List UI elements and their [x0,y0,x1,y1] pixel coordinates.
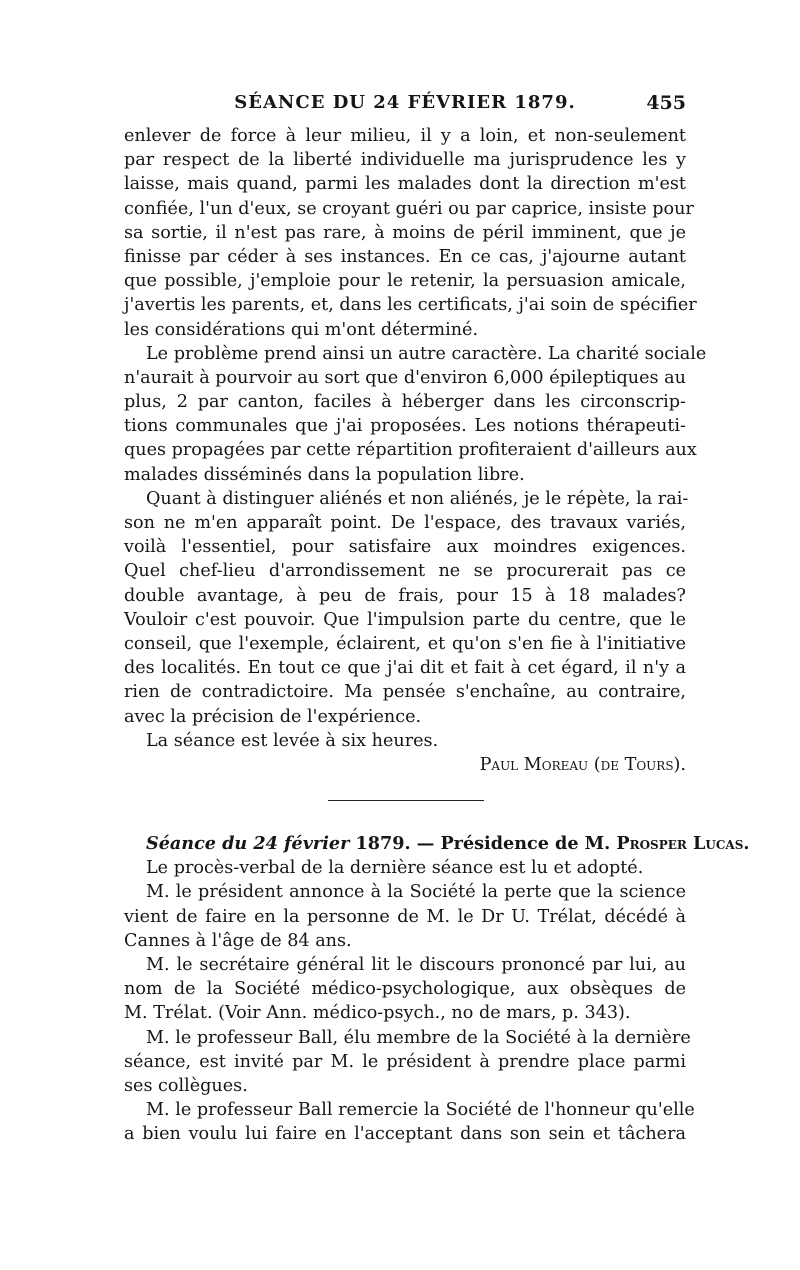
text-line: Vouloir c'est pouvoir. Que l'impulsion parte du centre, que le [124,609,686,630]
text-line: tions communales que j'ai proposées. Les notions thérapeuti- [124,416,686,437]
text-line: M. le professeur Ball remercie la Société de l'honneur qu'elle [146,1100,695,1121]
text-line: ques propagées par cette répartition profiteraient d'ailleurs aux [124,440,697,461]
text-line: laisse, mais quand, parmi les malades dont la direction m'est [124,174,686,195]
text-line: son ne m'en apparaît point. De l'espace, des travaux variés, [124,513,686,533]
text-line: j'avertis les parents, et, dans les certificats, j'ai soin de spécifier [124,295,697,316]
paragraph-ball-elu [124,1026,691,1099]
heading-date: Séance du 24 février [146,833,350,854]
running-head [124,92,686,122]
text-line: Quant à distinguer aliénés et non aliénés, je le répète, la rai- [146,488,689,509]
paragraph-probleme [124,342,707,487]
heading-presidence: Présidence de M. [440,833,617,854]
text-line: séance, est invité par M. le président à prendre place parmi [124,1051,686,1072]
text-line: M. le professeur Ball, élu membre de la Société à la dernière [146,1027,691,1048]
text-line: des localités. En tout ce que j'ai dit et fait à cet égard, il n'y a [124,658,686,679]
text-line: n'aurait à pourvoir au sort que d'environ 6,000 épileptiques au [124,367,686,388]
text-line: voilà l'essentiel, pour satisfaire aux moindres exigences. [124,537,686,558]
text-line: a bien voulu lui faire en l'acceptant dans son sein et tâchera [124,1124,686,1145]
heading-dash: . — [404,833,441,854]
text-line: ses collègues. [124,1075,248,1096]
text-line: avec la précision de l'expérience. [124,706,422,727]
text-line: Quel chef-lieu d'arrondissement ne se procurerait pas ce [124,561,686,582]
closing-line: La séance est levée à six heures. [146,730,439,751]
text-line: par respect de la liberté individuelle ma jurisprudence les y [124,150,686,171]
text-column-bottom [124,832,750,1146]
text-line: malades disséminés dans la population libre. [124,464,525,485]
signature: Paul Moreau (de Tours). [479,754,686,775]
page-number: 455 [646,92,686,114]
paragraph-continuation [124,124,697,342]
text-line: M. le secrétaire général lit le discours prononcé par lui, au [146,954,686,975]
heading-year: 1879 [355,833,405,854]
paragraph-deces [124,880,686,953]
text-line: vient de faire en la personne de M. le Dr U. Trélat, décédé à [124,906,686,927]
text-line: enlever de force à leur milieu, il y a loin, et non-seulement [124,126,686,146]
text-line: Le procès-verbal de la dernière séance est lu et adopté. [146,858,644,879]
text-line: que possible, j'emploie pour le retenir, la persuasion amicale, [124,271,686,292]
text-line: Cannes à l'âge de 84 ans. [124,930,352,951]
heading-president: Prosper Lucas. [616,833,750,854]
paragraph-ball-remercie [124,1098,695,1146]
text-line: confiée, l'un d'eux, se croyant guéri ou par caprice, insiste pour [124,198,694,219]
text-line: conseil, que l'exemple, éclairent, et qu'on s'en fie à l'initiative [124,633,686,654]
text-line: sa sortie, il n'est pas rare, à moins de péril imminent, que je [124,222,686,243]
text-line: rien de contradictoire. Ma pensée s'enchaîne, au contraire, [124,682,686,703]
text-line: M. le président annonce à la Société la perte que la science [146,882,686,903]
section-divider [328,800,484,801]
text-column-top [124,124,707,777]
text-line: Le problème prend ainsi un autre caractère. La charité sociale [146,343,707,364]
paragraph-discours [124,953,686,1026]
session-heading [124,832,750,856]
text-line: M. Trélat. (Voir Ann. médico-psych., no de mars, p. 343). [124,1003,631,1024]
text-line: plus, 2 par canton, faciles à héberger dans les circonscrip- [124,392,686,413]
paragraph-alienes [124,487,689,729]
text-line: double avantage, à peu de frais, pour 15 à 18 malades? [124,585,686,606]
text-line: les considérations qui m'ont déterminé. [124,319,479,340]
text-line: finisse par céder à ses instances. En ce cas, j'ajourne autant [124,246,686,267]
text-line: nom de la Société médico-psychologique, aux obsèques de [124,979,686,1000]
running-head-title: SÉANCE DU 24 FÉVRIER 1879. [234,92,576,113]
